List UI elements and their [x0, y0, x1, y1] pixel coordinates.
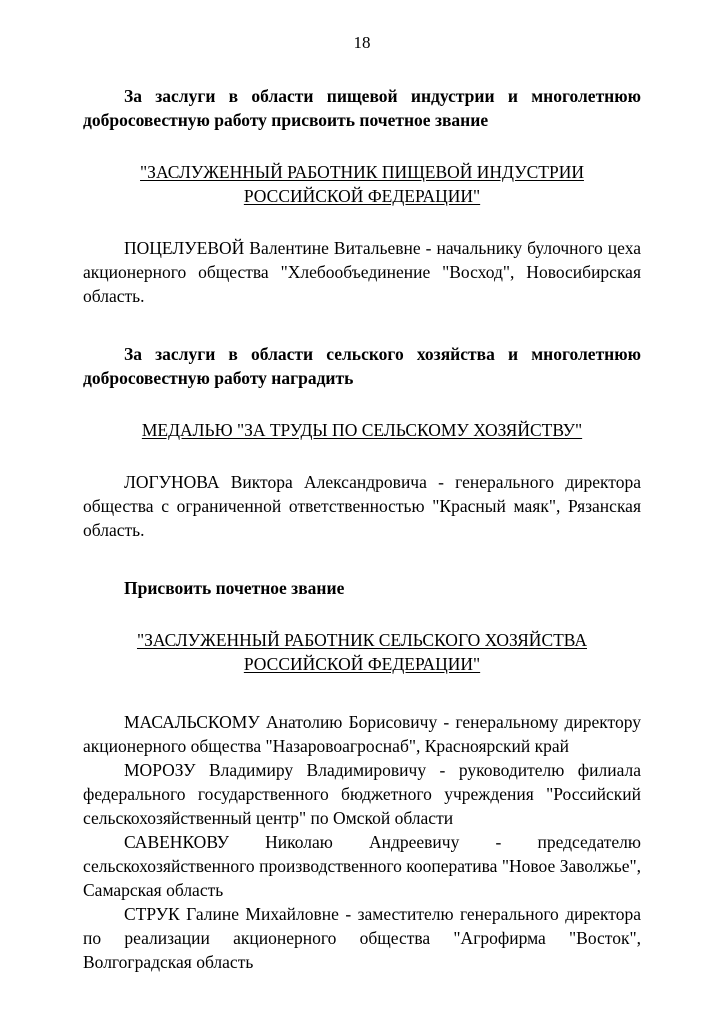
award-title-food-industry-line1 [83, 160, 641, 184]
medal-title [83, 418, 641, 442]
spacer [83, 132, 641, 160]
award-title-agriculture-line2 [83, 652, 641, 676]
medal-title-underline: МЕДАЛЬЮ "ЗА ТРУДЫ ПО СЕЛЬСКОМУ ХОЗЯЙСТВУ" [141, 420, 583, 440]
spacer [83, 676, 641, 710]
document-body [83, 84, 641, 974]
section-heading-assign-title: Присвоить почетное звание [124, 578, 345, 598]
award-title-underline: "ЗАСЛУЖЕННЫЙ РАБОТНИК ПИЩЕВОЙ ИНДУСТРИИ [140, 162, 584, 182]
spacer [83, 390, 641, 418]
recipient-moroz: МОРОЗУ Владимиру Владимировичу - руководителю филиала федерального государственного бюджетного учреждения "Российский сельскохозяйственный центр" по Омской области [83, 760, 641, 828]
spacer [83, 542, 641, 576]
award-title-agriculture-line1 [83, 628, 641, 652]
spacer [83, 308, 641, 342]
section-heading-food-industry: За заслуги в области пищевой индустрии и многолетнюю добросовестную работу присвоить почетное звание [83, 86, 641, 130]
award-title-food-industry-line2 [83, 184, 641, 208]
recipient-masalsky: МАСАЛЬСКОМУ Анатолию Борисовичу - генеральному директору акционерного общества "Назаровоагроснаб", Красноярский край [83, 712, 641, 756]
section-heading-agriculture: За заслуги в области сельского хозяйства и многолетнюю добросовестную работу наградить [83, 344, 641, 388]
award-title-underline: РОССИЙСКОЙ ФЕДЕРАЦИИ" [243, 186, 481, 206]
page-number: 18 [353, 33, 371, 52]
spacer [83, 208, 641, 236]
recipient-logunov: ЛОГУНОВА Виктора Александровича - генерального директора общества с ограниченной ответственностью "Красный маяк", Рязанская область. [83, 472, 641, 540]
spacer [83, 600, 641, 628]
award-title-underline: "ЗАСЛУЖЕННЫЙ РАБОТНИК СЕЛЬСКОГО ХОЗЯЙСТВА [136, 630, 588, 650]
recipient-potselueva: ПОЦЕЛУЕВОЙ Валентине Витальевне - начальнику булочного цеха акционерного общества "Хлебообъединение "Восход", Новосибирская область. [83, 238, 641, 306]
recipient-savenkov: САВЕНКОВУ Николаю Андреевичу - председателю сельскохозяйственного производственного кооператива "Новое Заволжье", Самарская область [83, 832, 641, 900]
award-title-underline: РОССИЙСКОЙ ФЕДЕРАЦИИ" [243, 654, 481, 674]
spacer [83, 442, 641, 470]
recipient-struk: СТРУК Галине Михайловне - заместителю генерального директора по реализации акционерного общества "Агрофирма "Восток", Волгоградская область [83, 904, 641, 972]
